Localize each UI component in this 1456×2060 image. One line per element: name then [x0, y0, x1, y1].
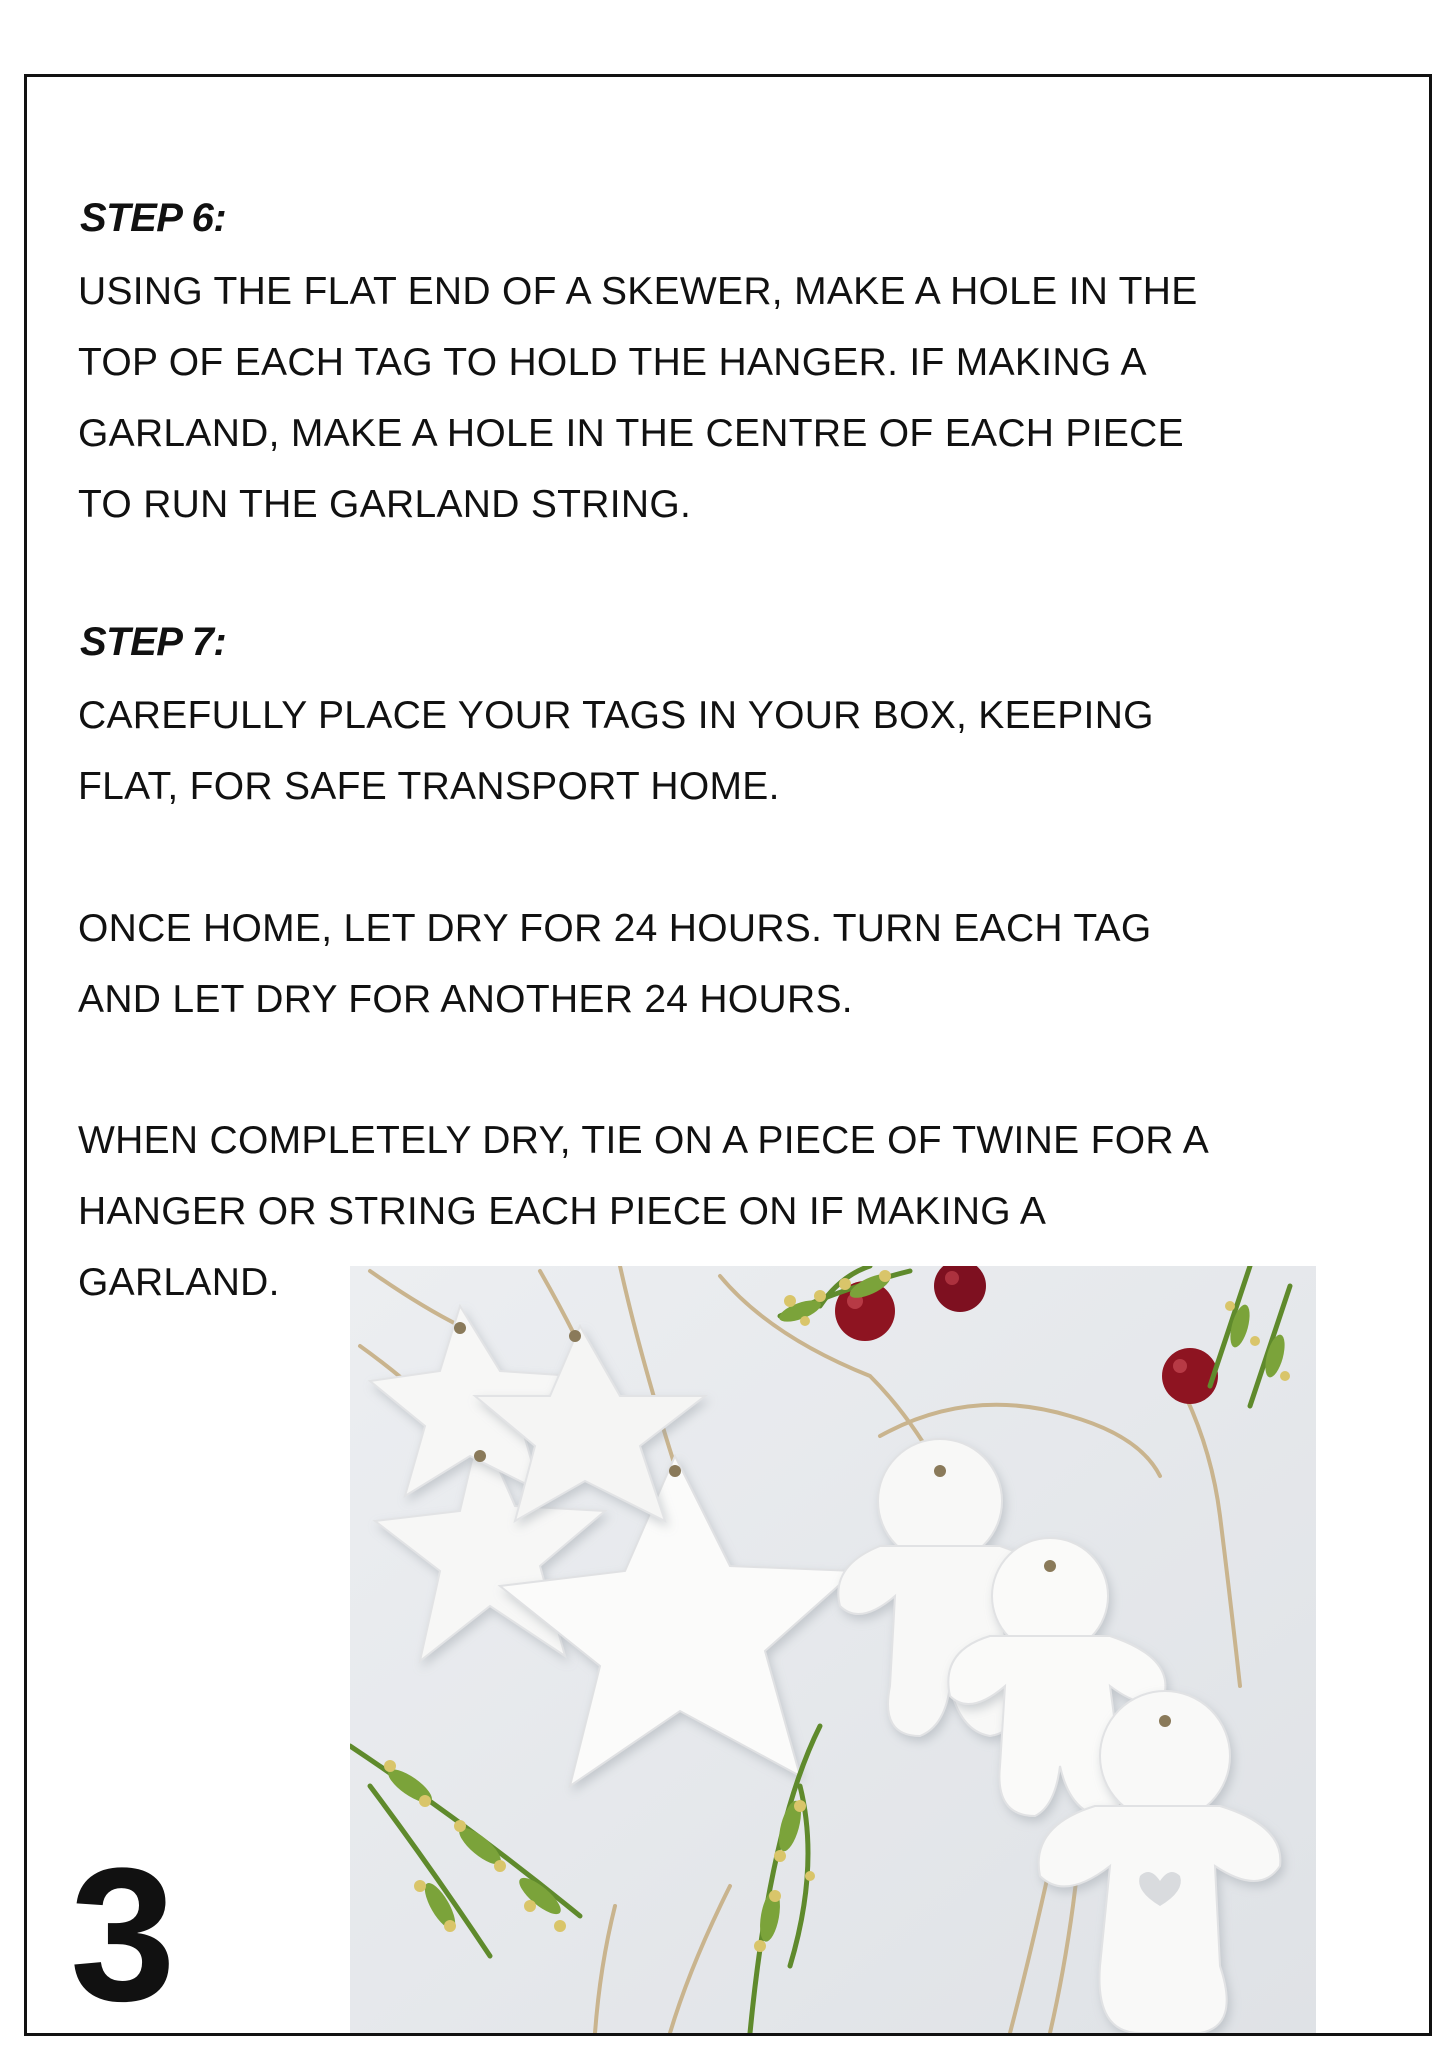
step-7-line: CAREFULLY PLACE YOUR TAGS IN YOUR BOX, KEEPING: [78, 694, 1154, 737]
drying-line: AND LET DRY FOR ANOTHER 24 HOURS.: [78, 978, 853, 1021]
step-6-line: USING THE FLAT END OF A SKEWER, MAKE A HOLE IN THE: [78, 270, 1198, 313]
finishing-line: WHEN COMPLETELY DRY, TIE ON A PIECE OF TWINE FOR A: [78, 1119, 1210, 1162]
step-6-heading: STEP 6:: [80, 196, 227, 240]
step-6-text: [78, 256, 1198, 540]
step-6-line: TO RUN THE GARLAND STRING.: [78, 483, 692, 526]
page-number: 3: [70, 1829, 172, 2041]
clay-ornaments-photo-icon: [350, 1266, 1316, 2033]
step-7-line: FLAT, FOR SAFE TRANSPORT HOME.: [78, 765, 780, 808]
step-7-text: [78, 680, 1154, 822]
step-6-line: GARLAND, MAKE A HOLE IN THE CENTRE OF EACH PIECE: [78, 412, 1184, 455]
drying-line: ONCE HOME, LET DRY FOR 24 HOURS. TURN EACH TAG: [78, 907, 1152, 950]
step-6-line: TOP OF EACH TAG TO HOLD THE HANGER. IF MAKING A: [78, 341, 1147, 384]
drying-instructions: [78, 893, 1152, 1035]
clay-ornaments-photo: [350, 1266, 1316, 2033]
step-7-heading: STEP 7:: [80, 620, 227, 664]
finishing-line: GARLAND.: [78, 1261, 280, 1304]
finishing-line: HANGER OR STRING EACH PIECE ON IF MAKING A: [78, 1190, 1047, 1233]
